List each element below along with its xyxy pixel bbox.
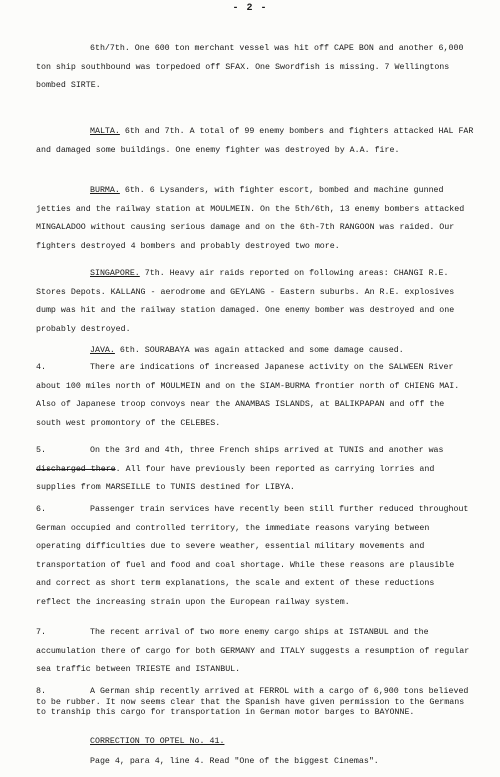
struck-text: discharged there [36, 464, 116, 474]
paragraph-malta [36, 123, 474, 160]
paragraph-number: 4. [36, 363, 46, 372]
paragraph-text: 6th. 6 Lysanders, with fighter escort, bombed and machine gunned jetties and the railway station at MOULMEIN. On the 5th/6th, 13 enemy bombers attacked MINGALADOO without causing serious damage and on the 6th-7th RANGOON was raided. Our fighters destroyed 4 bombers and probably destroyed two more. [36, 186, 465, 251]
paragraph-text: The recent arrival of two more enemy cargo ships at ISTANBUL and the accumulation there of cargo for both GERMANY and ITALY suggests a resumption of regular sea traffic between TRIESTE and ISTANBUL. [36, 628, 470, 675]
paragraph-7 [36, 624, 474, 680]
paragraph-sea-operations [36, 40, 474, 96]
page-number: - 2 - [232, 3, 268, 14]
paragraph-text: On the 3rd and 4th, three French ships arrived at TUNIS and another was [90, 446, 444, 455]
paragraph-text: . All four have previously been reported as carrying lorries and supplies from MARSEILLE to TUNIS destined for LIBYA. [36, 464, 435, 493]
paragraph-number: 6. [36, 505, 46, 514]
paragraph-number: 8. [36, 687, 46, 696]
paragraph-java [36, 342, 474, 361]
paragraph-text: Page 4, para 4, line 4. Read "One of the biggest Cinemas". [90, 757, 379, 766]
paragraph-6 [36, 501, 474, 613]
paragraph-8 [36, 687, 474, 719]
heading-correction: CORRECTION TO OPTEL No. 41. [90, 737, 225, 746]
heading-burma: BURMA. [90, 186, 120, 195]
paragraph-text: There are indications of increased Japanese activity on the SALWEEN River about 100 miles north of MOULMEIN and on the SIAM-BURMA frontier north of CHIENG MAI. Also of Japanese troop convoys near the ANAMBAS ISLANDS, at BALIKPAPAN and off the south west promontory of the CELEBES. [36, 363, 460, 428]
heading-java: JAVA. [90, 346, 115, 355]
paragraph-text: Passenger train services have recently been still further reduced throughout German occupied and controlled territory, the immediate reasons varying between operating difficulties due to severe weather, essential military movements and transportation of fuel and food and coal shortage. While these reasons are plausible and correct as short term explanations, the scale and extent of these reductions reflect the increasing strain upon the European railway system. [36, 505, 469, 607]
heading-singapore: SINGAPORE. [90, 269, 140, 278]
paragraph-burma [36, 182, 474, 256]
paragraph-text: 6th/7th. One 600 ton merchant vessel was hit off CAPE BON and another 6,000 ton ship southbound was torpedoed off SFAX. One Swordfish is missing. 7 Wellingtons bombed SIRTE. [36, 44, 464, 91]
paragraph-text: 7th. Heavy air raids reported on following areas: CHANGI R.E. Stores Depots. KALLANG - aerodrome and GEYLANG - Eastern suburbs. An R.E. explosives dump was hit and the railway station damaged. One enemy bomber was destroyed and one probably destroyed. [36, 269, 455, 334]
paragraph-singapore [36, 265, 474, 339]
paragraph-number: 5. [36, 446, 46, 455]
heading-malta: MALTA. [90, 127, 120, 136]
correction-text [36, 753, 474, 772]
paragraph-5 [36, 442, 474, 498]
paragraph-text: 6th. SOURABAYA was again attacked and some damage caused. [114, 346, 404, 355]
paragraph-text: 6th and 7th. A total of 99 enemy bombers and fighters attacked HAL FAR and damaged some buildings. One enemy fighter was destroyed by A.A. fire. [36, 127, 474, 155]
paragraph-4 [36, 359, 474, 433]
paragraph-text: A German ship recently arrived at FERROL with a cargo of 6,900 tons believed to be rubber. It now seems clear that the Spanish have given permission to the Germans to tranship this cargo for transportation in German motor barges to BAYONNE. [36, 687, 469, 717]
paragraph-number: 7. [36, 628, 46, 637]
correction-heading [36, 733, 474, 752]
